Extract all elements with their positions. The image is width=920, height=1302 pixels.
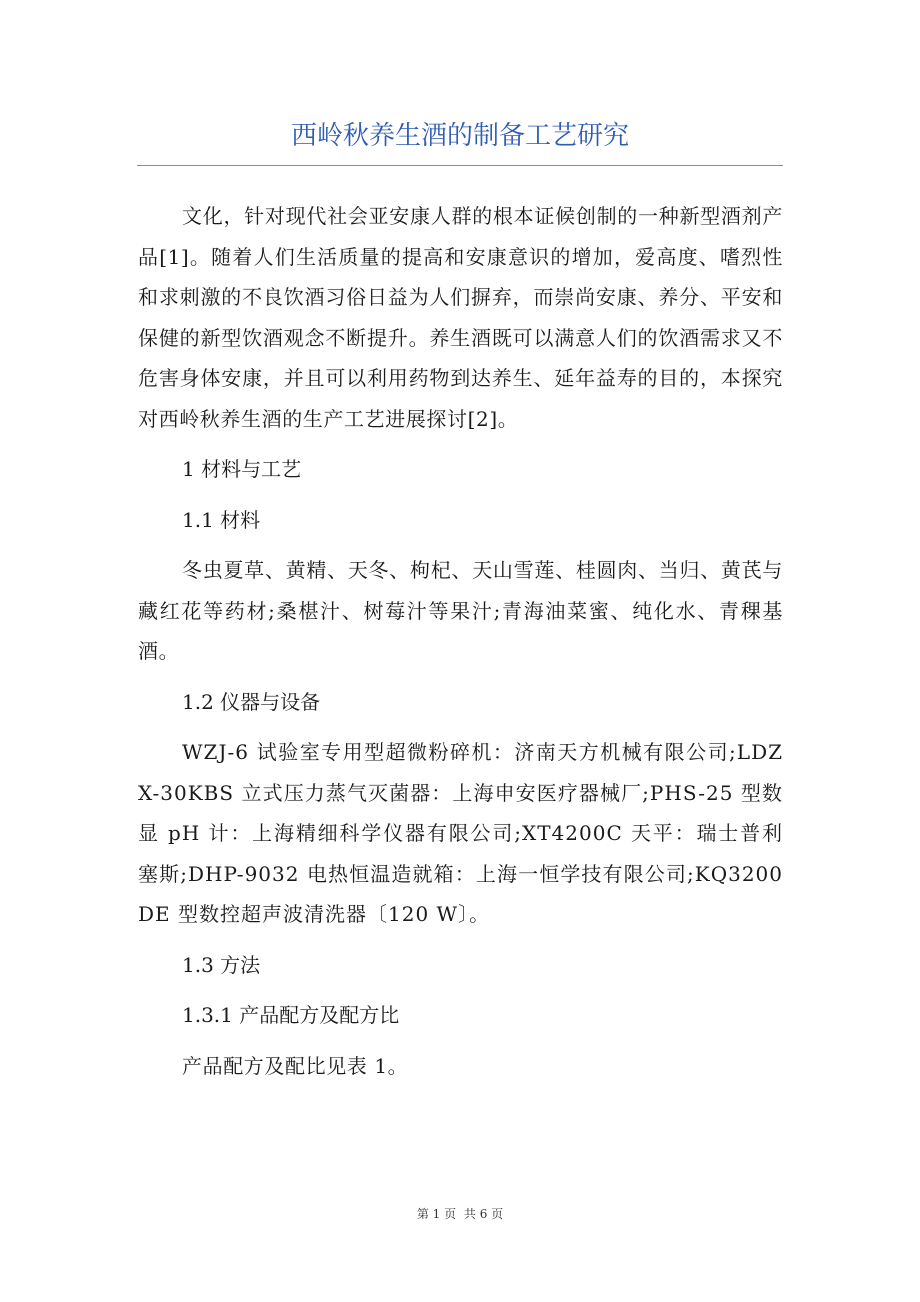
section-heading-1-3-1: 1.3.1 产品配方及配方比 — [182, 1003, 400, 1027]
formula-paragraph: 产品配方及配比见表 1。 — [182, 1053, 409, 1078]
section-heading-1: 1 材料与工艺 — [182, 457, 302, 481]
page-header — [137, 112, 783, 168]
page-number: 第 1 页 — [416, 1207, 457, 1221]
document-body — [138, 196, 783, 1086]
materials-paragraph: 冬虫夏草、黄精、天冬、枸杞、天山雪莲、桂圆肉、当归、黄芪与藏红花等药材;桑椹汁、树莓汁等果汁;青海油菜蜜、纯化水、青稞基酒。 — [138, 558, 783, 663]
equipment-paragraph: WZJ-6 试验室专用型超微粉碎机：济南天方机械有限公司;LDZX-30KBS 立式压力蒸气灭菌器：上海申安医疗器械厂;PHS-25 型数显 pH 计：上海精细科学仪器有限公司;XT4200C 天平：瑞士普利塞斯;DHP-9032 电热恒温造就箱：上海一恒学技有限公司;KQ3200DE 型数控超声波清洗器〔120 W〕。 — [138, 740, 783, 926]
section-heading-1-1: 1.1 材料 — [182, 507, 261, 532]
page-total: 共 6 页 — [463, 1207, 504, 1221]
section-heading-1-3: 1.3 方法 — [182, 952, 261, 977]
section-heading-1-2: 1.2 仪器与设备 — [182, 689, 321, 714]
intro-paragraph: 文化，针对现代社会亚安康人群的根本证候创制的一种新型酒剂产品[1]。随着人们生活质量的提高和安康意识的增加，爱高度、嗜烈性和求刺激的不良饮酒习俗日益为人们摒弃，而崇尚安康、养分、平安和保健的新型饮酒观念不断提升。养生酒既可以满意人们的饮酒需求又不危害身体安康，并且可以利用药物到达养生、延年益寿的目的，本探究对西岭秋养生酒的生产工艺进展探讨[2]。 — [138, 204, 783, 431]
title-divider — [137, 165, 783, 166]
document-title: 西岭秋养生酒的制备工艺研究 — [290, 121, 629, 151]
page-footer — [0, 1204, 920, 1224]
